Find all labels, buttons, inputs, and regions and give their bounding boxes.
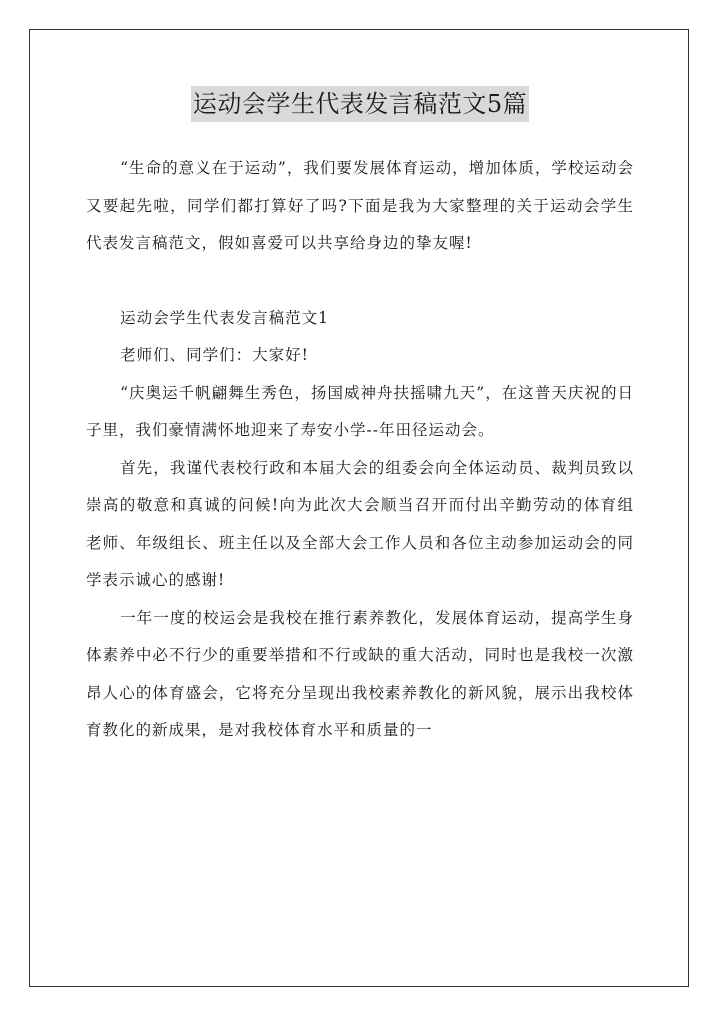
document-title: 运动会学生代表发言稿范文5篇 <box>191 86 529 122</box>
section-heading: 运动会学生代表发言稿范文1 <box>120 308 329 327</box>
paragraph-gap <box>86 263 634 300</box>
greeting-paragraph: 老师们、同学们：大家好! <box>120 346 309 364</box>
document-body <box>86 150 634 750</box>
title-container <box>0 86 720 122</box>
body-paragraph-2: 首先，我谨代表校行政和本届大会的组委会向全体运动员、裁判员致以崇高的敬意和真诚的问候!向为此次大会顺当召开而付出辛勤劳动的体育组老师、年级组长、班主任以及全部大会工作人员和各位主动参加运动会的同学表示诚心的感谢! <box>86 458 634 589</box>
intro-paragraph: “生命的意义在于运动”，我们要发展体育运动，增加体质，学校运动会又要起先啦，同学们都打算好了吗?下面是我为大家整理的关于运动会学生代表发言稿范文，假如喜爱可以共享给身边的挚友喔! <box>86 159 634 252</box>
body-paragraph-3: 一年一度的校运会是我校在推行素养教化，发展体育运动，提高学生身体素养中必不行少的重要举措和不行或缺的重大活动，同时也是我校一次激昂人心的体育盛会，它将充分呈现出我校素养教化的新风貌，展示出我校体育教化的新成果，是对我校体育水平和质量的一 <box>86 608 634 739</box>
body-paragraph-1: “庆奥运千帆翩舞生秀色，扬国威神舟扶摇啸九天”，在这普天庆祝的日子里，我们豪情满怀地迎来了寿安小学--年田径运动会。 <box>86 383 634 439</box>
